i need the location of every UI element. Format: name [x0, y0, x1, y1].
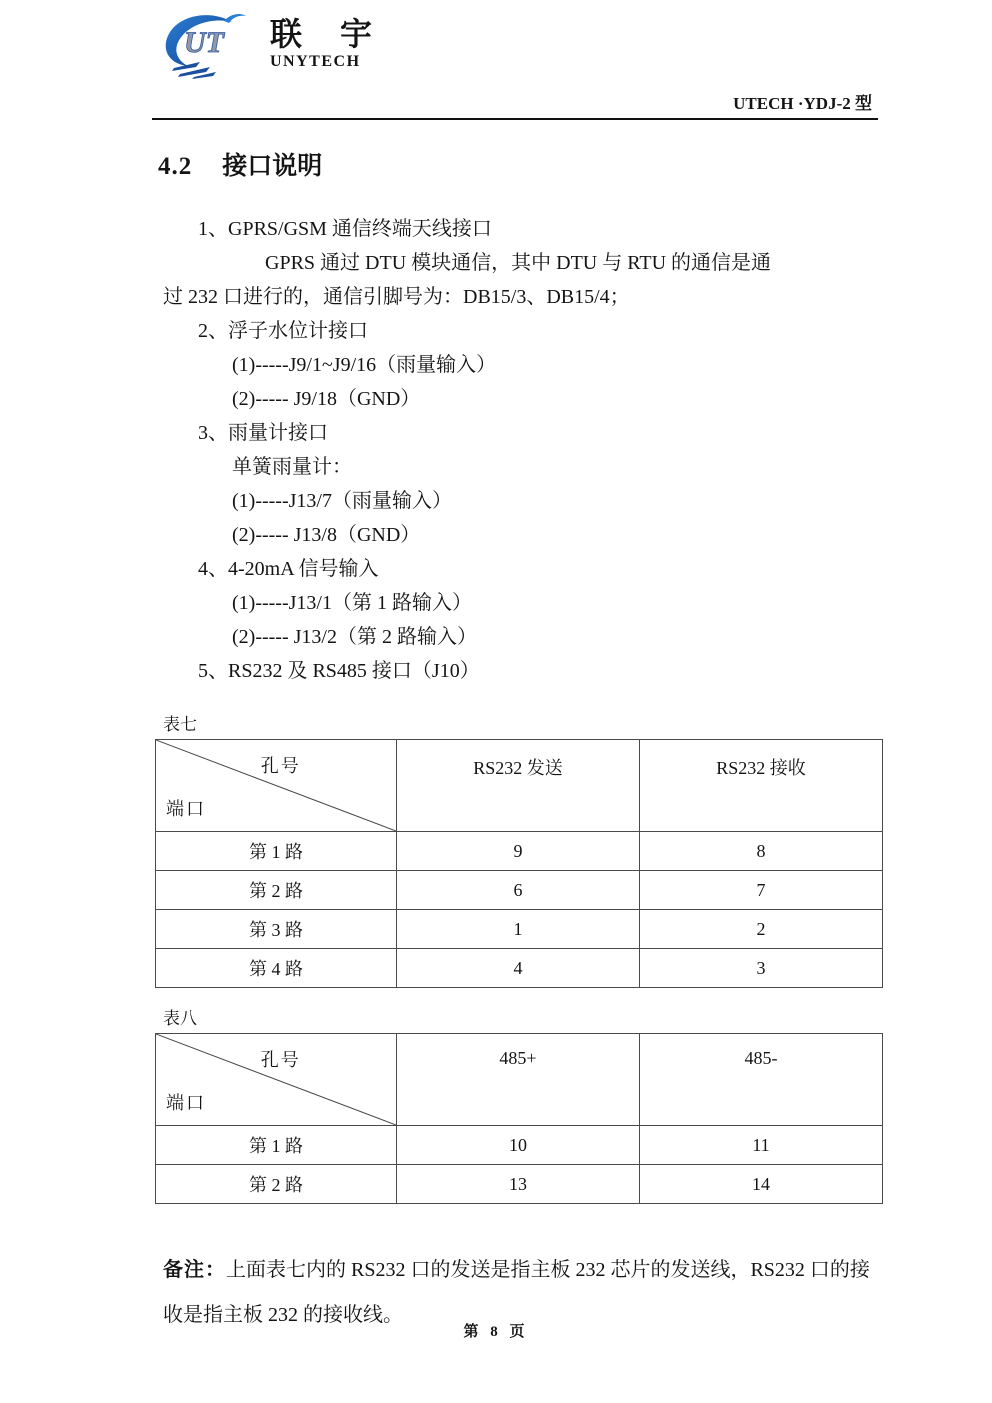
body-text — [152, 212, 878, 688]
corner-label-port: 端口 — [166, 1093, 206, 1113]
column-header: 485- — [640, 1034, 883, 1126]
port-cell: 第 1 路 — [156, 1126, 397, 1165]
remark-label: 备注： — [163, 1259, 226, 1281]
table-row — [156, 1126, 883, 1165]
table-row — [156, 832, 883, 871]
table-header-row — [156, 740, 883, 832]
table7-caption: 表七 — [163, 715, 197, 734]
section-heading — [158, 146, 878, 182]
plus-cell: 13 — [397, 1165, 640, 1204]
section-number: 4.2 — [158, 153, 193, 180]
corner-label-hole: 孔号 — [260, 756, 301, 776]
logo-swoosh-icon — [154, 8, 264, 80]
page-header — [152, 0, 878, 120]
port-cell: 第 2 路 — [156, 1165, 397, 1204]
company-logo — [154, 8, 374, 80]
port-cell: 第 1 路 — [156, 832, 397, 871]
send-cell: 9 — [397, 832, 640, 871]
minus-cell: 14 — [640, 1165, 883, 1204]
rs485-pin-table — [155, 1033, 883, 1204]
recv-cell: 8 — [640, 832, 883, 871]
table-row — [156, 1165, 883, 1204]
column-header: 485+ — [397, 1034, 640, 1126]
table-row — [156, 910, 883, 949]
column-header: RS232 发送 — [397, 740, 640, 832]
sub-item: (1)-----J13/7（雨量输入） — [232, 490, 452, 512]
page-content — [152, 0, 878, 1338]
minus-cell: 11 — [640, 1126, 883, 1165]
sub-label: 单簧雨量计： — [232, 456, 352, 478]
table8-caption: 表八 — [163, 1009, 197, 1028]
sub-item: (2)----- J9/18（GND） — [232, 388, 421, 410]
list-item: 2、浮子水位计接口 — [198, 320, 368, 342]
port-cell: 第 2 路 — [156, 871, 397, 910]
list-item: 5、RS232 及 RS485 接口（J10） — [198, 660, 480, 682]
port-cell: 第 3 路 — [156, 910, 397, 949]
table-header-row — [156, 1034, 883, 1126]
sub-item: (1)-----J13/1（第 1 路输入） — [232, 592, 472, 614]
paragraph-line: GPRS 通过 DTU 模块通信，其中 DTU 与 RTU 的通信是通 — [265, 252, 772, 274]
model-label: UTECH ·YDJ-2 型 — [733, 94, 872, 113]
corner-label-port: 端口 — [166, 799, 206, 819]
table-row — [156, 871, 883, 910]
table-row — [156, 949, 883, 988]
svg-text:UT: UT — [184, 26, 224, 59]
section-title: 接口说明 — [222, 153, 323, 180]
port-cell: 第 4 路 — [156, 949, 397, 988]
sub-item: (2)----- J13/8（GND） — [232, 524, 421, 546]
corner-label-hole: 孔号 — [260, 1050, 301, 1070]
paragraph-line: 过 232 口进行的，通信引脚号为：DB15/3、DB15/4； — [163, 286, 630, 308]
send-cell: 4 — [397, 949, 640, 988]
plus-cell: 10 — [397, 1126, 640, 1165]
recv-cell: 3 — [640, 949, 883, 988]
logo-name-en: UNYTECH — [270, 53, 361, 70]
column-header: RS232 接收 — [640, 740, 883, 832]
sub-item: (1)-----J9/1~J9/16（雨量输入） — [232, 354, 497, 376]
sub-item: (2)----- J13/2（第 2 路输入） — [232, 626, 477, 648]
list-item: 3、雨量计接口 — [198, 422, 328, 444]
diagonal-header-cell — [156, 1034, 397, 1126]
remark-text: 上面表七内的 RS232 口的发送是指主板 232 芯片的发送线，RS232 口的接收是指主板 232 的接收线。 — [163, 1259, 870, 1326]
diagonal-header-cell — [156, 740, 397, 832]
list-item: 4、4-20mA 信号输入 — [198, 558, 379, 580]
recv-cell: 2 — [640, 910, 883, 949]
send-cell: 6 — [397, 871, 640, 910]
logo-name-cn: 联 宇 — [270, 16, 375, 52]
page-number: 第 8 页 — [463, 1324, 529, 1340]
logo-text — [270, 18, 374, 71]
send-cell: 1 — [397, 910, 640, 949]
recv-cell: 7 — [640, 871, 883, 910]
rs232-pin-table — [155, 739, 883, 988]
list-item: 1、GPRS/GSM 通信终端天线接口 — [198, 218, 492, 240]
